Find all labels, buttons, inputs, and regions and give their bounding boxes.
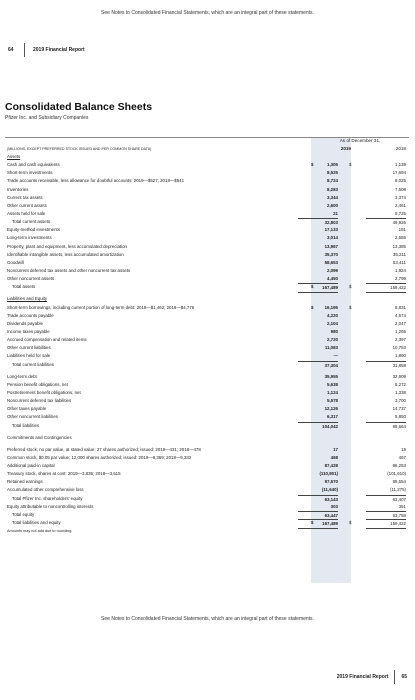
value-2018: 5,850: [395, 414, 406, 420]
value-2019: 3,014: [327, 235, 338, 241]
value-2018: 159,422: [366, 283, 406, 293]
value-2018: 2,397: [395, 337, 406, 343]
page-subtitle: Pfizer Inc. and Subsidiary Companies: [5, 115, 89, 121]
line-item-row: [5, 267, 409, 275]
line-item-row: [5, 486, 409, 494]
row-label: Long-term debt: [7, 373, 37, 379]
value-2018: 17,694: [392, 170, 406, 176]
value-2019: (11,640): [321, 487, 338, 493]
row-label: Preferred stock, no par value, at stated value; 27 shares authorized; issued: 2019—431; 2018—478: [7, 446, 201, 452]
line-item-row: [5, 202, 409, 210]
value-2019: 2,600: [327, 202, 338, 208]
value-2018: 1,338: [395, 389, 406, 395]
row-label: Identifiable intangible assets, less accumulated amortization: [7, 251, 124, 257]
header-note: See Notes to Consolidated Financial Statements, which are an integral part of these statements.: [101, 10, 314, 16]
value-2019: 35,955: [324, 373, 338, 379]
value-2019: 3,344: [327, 194, 338, 200]
line-item-row: [5, 320, 409, 328]
value-2019: 167,489: [298, 283, 338, 293]
value-2019: 97,670: [324, 479, 338, 485]
currency-symbol-2018: $: [349, 520, 352, 526]
value-2018: 5,272: [395, 381, 406, 387]
value-2019: 21: [333, 210, 338, 216]
value-2019: —: [333, 353, 338, 359]
value-2019: 2,099: [327, 267, 338, 273]
value-2018: 4,674: [395, 312, 406, 318]
row-label: Total current assets: [12, 219, 51, 225]
line-item-row: [5, 336, 409, 344]
value-2019: 58,653: [324, 259, 338, 265]
value-2019: (110,801): [319, 471, 338, 477]
value-2018: 63,407: [366, 495, 406, 504]
value-2018: 95,664: [366, 422, 406, 431]
currency-symbol-2019: $: [311, 284, 314, 290]
balance-sheet-table: [5, 137, 409, 535]
value-2019: 1,124: [327, 389, 338, 395]
row-label: Accumulated other comprehensive loss: [7, 487, 84, 493]
row-label: Retained earnings: [7, 479, 43, 485]
value-2018: 3,374: [395, 194, 406, 200]
row-label: Total assets: [12, 284, 36, 290]
line-item-row: [5, 470, 409, 478]
row-label: Equity-method investments: [7, 227, 60, 233]
row-label: Assets held for sale: [7, 210, 46, 216]
value-2018: 8,025: [395, 178, 406, 184]
line-item-row: [5, 161, 409, 169]
subtotal-row: [5, 361, 409, 369]
row-label: Total equity: [12, 511, 35, 517]
row-label: Accrued compensation and related items: [7, 337, 87, 343]
row-label: Other current assets: [7, 202, 47, 208]
value-2018: (11,275): [389, 487, 406, 493]
value-2018: 2,799: [395, 276, 406, 282]
value-2018: 35,211: [392, 251, 406, 257]
line-item-row: [5, 186, 409, 194]
value-2018: 7,508: [395, 186, 406, 192]
page-number: 64: [8, 47, 14, 53]
page-title: Consolidated Balance Sheets: [5, 101, 153, 113]
row-label: Current tax assets: [7, 194, 43, 200]
value-2018: 89,554: [392, 479, 406, 485]
subtotal-row: [5, 422, 409, 430]
units-label: (MILLIONS, EXCEPT PREFERRED STOCK ISSUED AND PER COMMON SHARE DATA): [7, 147, 152, 151]
line-item-row: [5, 328, 409, 336]
row-label: Short-term borrowings, including current portion of long-term debt: 2019—$1,462; 2018—$4,776: [7, 304, 195, 310]
value-2018: 9,725: [395, 210, 406, 216]
value-2019: 17: [333, 446, 338, 452]
value-2018: 1,890: [395, 353, 406, 359]
value-2019: 468: [330, 454, 338, 460]
row-label: Common stock, $0.05 par value; 12,000 shares authorized; issued: 2019—9,369; 2018—9,332: [7, 454, 192, 460]
row-label: Long-term investments: [7, 235, 52, 241]
row-label: Postretirement benefit obligations, net: [7, 389, 81, 395]
row-label: Liabilities and Equity: [7, 296, 48, 302]
line-item-row: [5, 434, 409, 442]
line-item-row: [5, 462, 409, 470]
value-2019: 8,724: [327, 178, 338, 184]
value-2018: 53,411: [392, 259, 406, 265]
table-header-years: [5, 145, 409, 153]
line-item-row: [5, 478, 409, 486]
section-header-row: [5, 153, 409, 161]
value-2019: 63,447: [298, 511, 338, 520]
column-2019-header: 2019: [340, 146, 351, 151]
section-header-row: [5, 295, 409, 303]
line-item-row: [5, 304, 409, 312]
row-label: Dividends payable: [7, 320, 43, 326]
row-label: Total current liabilities: [12, 361, 54, 367]
value-2019: 980: [330, 328, 338, 334]
line-item-row: [5, 397, 409, 405]
page-header: [8, 42, 85, 58]
footnote-row: [5, 527, 409, 535]
value-2019: 8,525: [327, 170, 338, 176]
line-item-row: [5, 243, 409, 251]
value-2019: 4,220: [327, 312, 338, 318]
subtotal-row: [5, 511, 409, 519]
value-2019: 5,578: [327, 398, 338, 404]
value-2019: 2,104: [327, 320, 338, 326]
row-label: Equity attributable to noncontrolling interests: [7, 503, 94, 509]
value-2018: 2,461: [395, 202, 406, 208]
value-2018: 8,831: [395, 304, 406, 310]
currency-symbol-2019: $: [311, 304, 314, 310]
line-item-row: [5, 454, 409, 462]
row-label: Other noncurrent liabilities: [7, 414, 59, 420]
value-2019: 37,304: [298, 361, 338, 370]
line-item-row: [5, 446, 409, 454]
line-item-row: [5, 169, 409, 177]
row-label: Total liabilities and equity: [12, 520, 61, 526]
value-2019: 63,143: [298, 495, 338, 504]
value-2019: 35,370: [324, 251, 338, 257]
header-divider: [24, 43, 25, 57]
value-2019: 11,083: [324, 345, 338, 351]
value-2019: 6,317: [327, 414, 338, 420]
row-label: Assets: [7, 154, 21, 159]
row-label: Liabilities held for sale: [7, 353, 51, 359]
footer-divider: [394, 670, 395, 684]
report-name: 2019 Financial Report: [33, 47, 85, 53]
value-2018: 19: [401, 446, 406, 452]
currency-symbol-2019: $: [311, 162, 314, 168]
value-2018: 1,924: [395, 267, 406, 273]
table-header-as-of: [5, 137, 409, 145]
value-2018: 86,253: [392, 463, 406, 469]
line-item-row: [5, 177, 409, 185]
line-item-row: [5, 312, 409, 320]
value-2019: 5,638: [327, 381, 338, 387]
value-2019: 104,042: [298, 422, 338, 431]
line-item-row: [5, 259, 409, 267]
as-of-label: As of December 31,: [339, 138, 381, 143]
value-2018: (101,610): [387, 471, 406, 477]
line-item-row: [5, 381, 409, 389]
value-2018: 2,586: [395, 235, 406, 241]
line-item-row: [5, 210, 409, 218]
line-item-row: [5, 194, 409, 202]
value-2019: 303: [330, 503, 338, 509]
value-2019: 2,720: [327, 337, 338, 343]
value-2018: 63,758: [366, 511, 406, 520]
row-label: Total Pfizer Inc. shareholders' equity: [12, 495, 83, 501]
value-2019: 12,126: [324, 406, 338, 412]
value-2019: 1,305: [327, 162, 338, 168]
currency-symbol-2018: $: [349, 162, 352, 168]
line-item-row: [5, 503, 409, 511]
value-2018: 181: [398, 227, 406, 233]
total-row: [5, 283, 409, 291]
line-item-row: [5, 226, 409, 234]
row-label: Other taxes payable: [7, 406, 47, 412]
value-2019: 17,133: [324, 227, 338, 233]
currency-symbol-2018: $: [349, 304, 352, 310]
footnote: Amounts may not add due to rounding.: [7, 529, 73, 534]
line-item-row: [5, 405, 409, 413]
footer-page-number: 65: [401, 674, 407, 680]
value-2018: 159,422: [366, 519, 406, 529]
value-2018: 32,909: [392, 373, 406, 379]
line-item-row: [5, 344, 409, 352]
value-2018: 31,858: [366, 361, 406, 370]
value-2018: 13,385: [392, 243, 406, 249]
row-label: Other current liabilities: [7, 345, 51, 351]
value-2018: 49,926: [366, 218, 406, 227]
footer-note: See Notes to Consolidated Financial Statements, which are an integral part of these statements.: [101, 616, 314, 622]
value-2019: 32,803: [298, 218, 338, 227]
page-footer: [337, 669, 407, 685]
value-2019: 167,489: [298, 519, 338, 529]
value-2019: 87,428: [324, 463, 338, 469]
value-2019: 8,283: [327, 186, 338, 192]
row-label: Noncurrent deferred tax assets and other noncurrent tax assets: [7, 267, 131, 273]
row-label: Cash and cash equivalents: [7, 162, 60, 168]
footer-report-name: 2019 Financial Report: [336, 674, 389, 680]
row-label: Income taxes payable: [7, 328, 50, 334]
value-2018: 3,700: [395, 398, 406, 404]
row-label: Noncurrent deferred tax liabilities: [7, 398, 72, 404]
line-item-row: [5, 251, 409, 259]
value-2019: 16,195: [324, 304, 338, 310]
value-2019: 13,967: [324, 243, 338, 249]
value-2018: 14,737: [392, 406, 406, 412]
row-label: Treasury stock, shares at cost: 2019—3,835; 2018—3,615: [7, 471, 121, 477]
currency-symbol-2018: $: [349, 284, 352, 290]
row-label: Total liabilities: [12, 422, 40, 428]
row-label: Inventories: [7, 186, 29, 192]
row-label: Property, plant and equipment, less accumulated depreciation: [7, 243, 128, 249]
row-label: Goodwill: [7, 259, 24, 265]
value-2018: 351: [398, 503, 406, 509]
table-body: [5, 153, 409, 527]
currency-symbol-2019: $: [311, 520, 314, 526]
value-2018: 2,047: [395, 320, 406, 326]
line-item-row: [5, 275, 409, 283]
line-item-row: [5, 413, 409, 421]
row-label: Pension benefit obligations, net: [7, 381, 69, 387]
row-label: Trade accounts receivable, less allowance for doubtful accounts: 2019—$527; 2018—$541: [7, 178, 185, 184]
value-2018: 1,139: [395, 162, 406, 168]
line-item-row: [5, 234, 409, 242]
value-2018: 467: [398, 454, 406, 460]
value-2018: 1,265: [395, 328, 406, 334]
row-label: Commitments and Contingencies: [7, 434, 72, 440]
column-2018-header: 2018: [395, 146, 406, 151]
value-2018: 10,753: [392, 345, 406, 351]
row-label: Additional paid-in capital: [7, 463, 55, 469]
value-2019: 4,450: [327, 276, 338, 282]
subtotal-row: [5, 495, 409, 503]
total-row: [5, 519, 409, 527]
line-item-row: [5, 373, 409, 381]
row-label: Short-term investments: [7, 170, 53, 176]
line-item-row: [5, 389, 409, 397]
row-label: Other noncurrent assets: [7, 276, 55, 282]
subtotal-row: [5, 218, 409, 226]
row-label: Trade accounts payable: [7, 312, 54, 318]
line-item-row: [5, 352, 409, 360]
